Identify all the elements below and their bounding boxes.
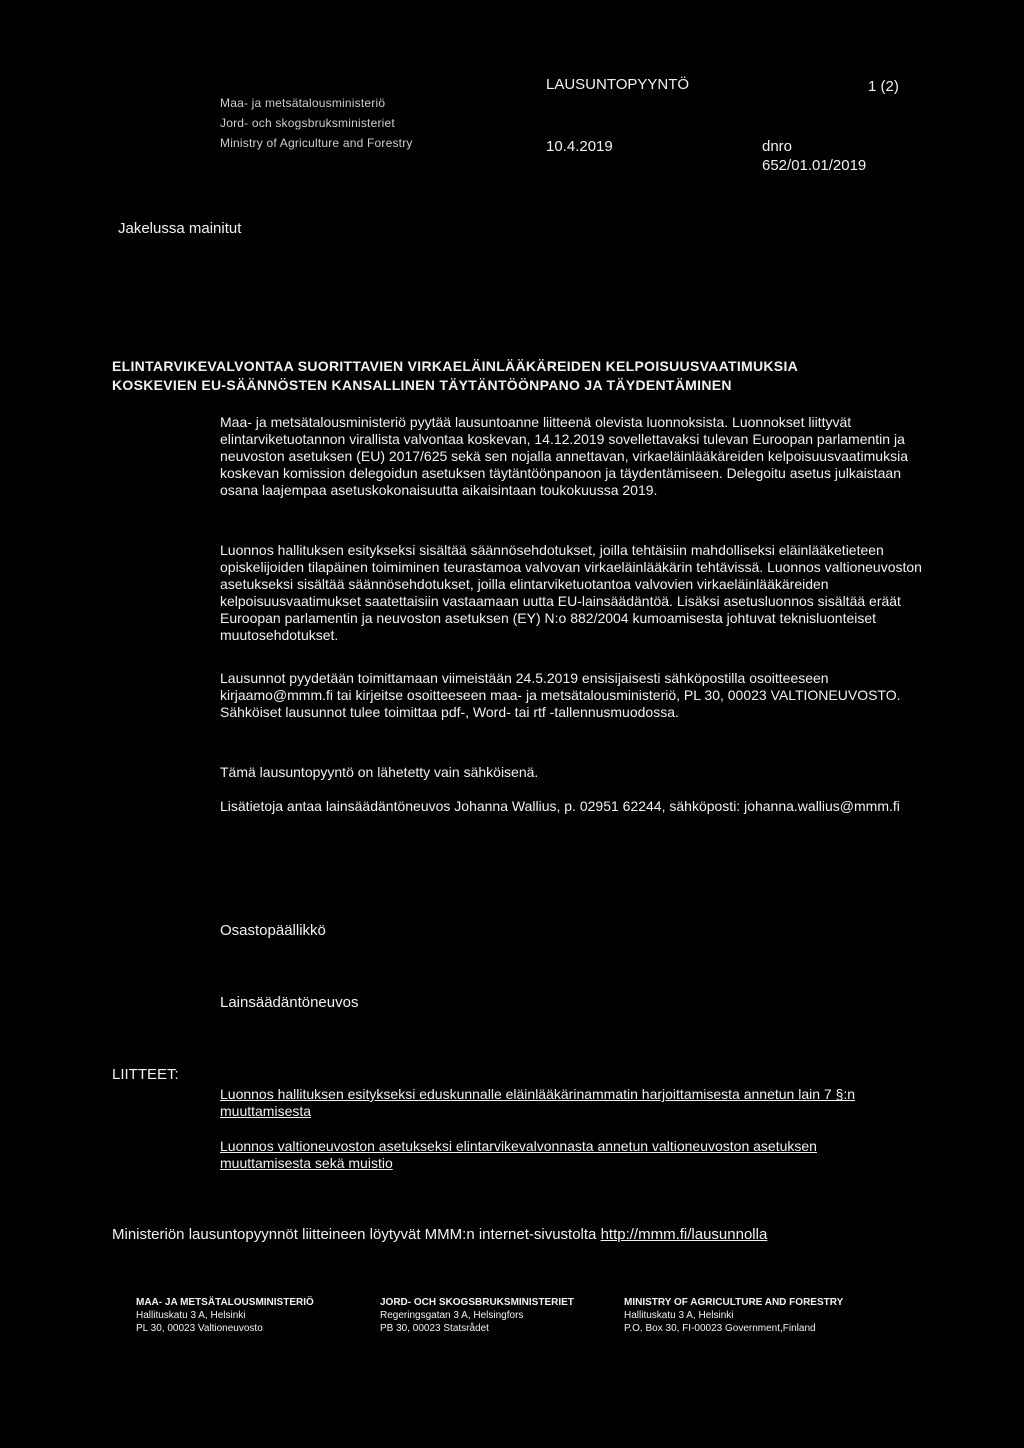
footer-en-postal: P.O. Box 30, FI-00023 Government,Finland: [624, 1323, 816, 1334]
body-paragraph-1: [220, 414, 925, 499]
page-number: 1 (2): [868, 78, 899, 95]
footer-en-name: MINISTRY OF AGRICULTURE AND FORESTRY: [624, 1297, 844, 1308]
footer-fi-name: MAA- JA METSÄTALOUSMINISTERIÖ: [136, 1297, 314, 1308]
attachment-link-2[interactable]: Luonnos valtioneuvoston asetukseksi elintarvikevalvonnasta annetun valtioneuvoston asetuksen muuttamisesta sekä muistio: [220, 1138, 817, 1171]
footer-fi-address: Hallituskatu 3 A, Helsinki: [136, 1310, 246, 1321]
dnro-value: 652/01.01/2019: [762, 157, 867, 174]
title-line-1: ELINTARVIKEVALVONTAA SUORITTAVIEN VIRKAELÄINLÄÄKÄREIDEN KELPOISUUSVAATIMUKSIA: [112, 358, 799, 374]
paragraph-4-text: Tämä lausuntopyyntö on lähetetty vain sähköisenä.: [220, 764, 539, 780]
document-type: LAUSUNTOPYYNTÖ: [546, 76, 690, 93]
lausunnolla-link[interactable]: http://mmm.fi/lausunnolla: [600, 1226, 768, 1243]
org-name-en: Ministry of Agriculture and Forestry: [220, 136, 413, 150]
body-paragraph-5: [220, 798, 925, 815]
footer-fi-postal: PL 30, 00023 Valtioneuvosto: [136, 1323, 263, 1334]
footer-sv-postal: PB 30, 00023 Statsrådet: [380, 1323, 489, 1334]
ministry-note: [112, 1226, 767, 1243]
document-date: 10.4.2019: [546, 138, 613, 155]
signature-title-1: Osastopäällikkö: [220, 922, 326, 939]
footer-column-sv: [380, 1296, 574, 1335]
recipient: Jakelussa mainitut: [118, 220, 242, 237]
attachment-link-1[interactable]: Luonnos hallituksen esitykseksi eduskunnalle eläinlääkärinammatin harjoittamisesta annetun lain 7 §:n muuttamisesta: [220, 1086, 856, 1119]
footer-sv-name: JORD- OCH SKOGSBRUKSMINISTERIET: [380, 1297, 574, 1308]
body-paragraph-3: [220, 670, 925, 721]
org-name-sv: Jord- och skogsbruksministeriet: [220, 116, 395, 130]
dnro-label: dnro: [762, 138, 793, 155]
signature-title-2: Lainsäädäntöneuvos: [220, 994, 359, 1011]
paragraph-1-text: Maa- ja metsätalousministeriö pyytää lausuntoanne liitteenä olevista luonnoksista. Luonnokset liittyvät elintarviketuotannon virallista valvontaa koskevan, 14.12.2019 sovellettavaksi tulevan Euroopan parlamentin ja neuvoston asetuksen (EU) 2017/625 sekä sen nojalla annettavan, virkaeläinlääkäreiden kelpoisuusvaatimuksia koskevan komission delegoidun asetuksen täytäntöönpanoon ja täydentämiseen. Delegoitu asetus julkaistaan osana laajempaa asetuskokonaisuutta aikaisintaan toukokuussa 2019.: [220, 414, 908, 498]
org-name-fi: Maa- ja metsätalousministeriö: [220, 96, 386, 110]
paragraph-5-text: Lisätietoja antaa lainsäädäntöneuvos Johanna Wallius, p. 02951 62244, sähköposti: johanna.wallius@mmm.fi: [220, 798, 900, 814]
paragraph-3-text: Lausunnot pyydetään toimittamaan viimeistään 24.5.2019 ensisijaisesti sähköpostilla osoitteeseen kirjaamo@mmm.fi tai kirjeitse osoitteeseen maa- ja metsätalousministeriö, PL 30, 00023 VALTIONEUVOSTO. Sähköiset lausunnot tulee toimittaa pdf-, Word- tai rtf -tallennusmuodossa.: [220, 670, 901, 720]
footer-column-fi: [136, 1296, 314, 1335]
ministry-note-text: Ministeriön lausuntopyynnöt liitteineen löytyvät MMM:n internet-sivustolta: [112, 1226, 601, 1243]
body-paragraph-2: [220, 542, 925, 644]
body-paragraph-4: [220, 764, 925, 781]
title-line-2: KOSKEVIEN EU-SÄÄNNÖSTEN KANSALLINEN TÄYTÄNTÖÖNPANO JA TÄYDENTÄMINEN: [112, 377, 732, 393]
attachments-label: LIITTEET:: [112, 1066, 179, 1083]
paragraph-2-text: Luonnos hallituksen esitykseksi sisältää säännösehdotukset, joilla tehtäisiin mahdolliseksi eläinlääketieteen opiskelijoiden tilapäinen toimiminen teurastamoa valvovan virkaeläinlääkärin tehtävissä. Luonnos valtioneuvoston asetukseksi sisältää säännösehdotukset, joilla elintarviketuotantoa valvovien virkaeläinlääkäreiden kelpoisuusvaatimukset saatettaisiin vastaamaan uutta EU-lainsäädäntöä. Lisäksi asetusluonnos sisältää eräät Euroopan parlamentin ja neuvoston asetuksen (EY) N:o 882/2004 kumoamisesta johtuvat teknisluonteiset muutosehdotukset.: [220, 542, 922, 643]
footer-sv-address: Regeringsgatan 3 A, Helsingfors: [380, 1310, 524, 1321]
footer-column-en: [624, 1296, 843, 1335]
footer-en-address: Hallituskatu 3 A, Helsinki: [624, 1310, 734, 1321]
